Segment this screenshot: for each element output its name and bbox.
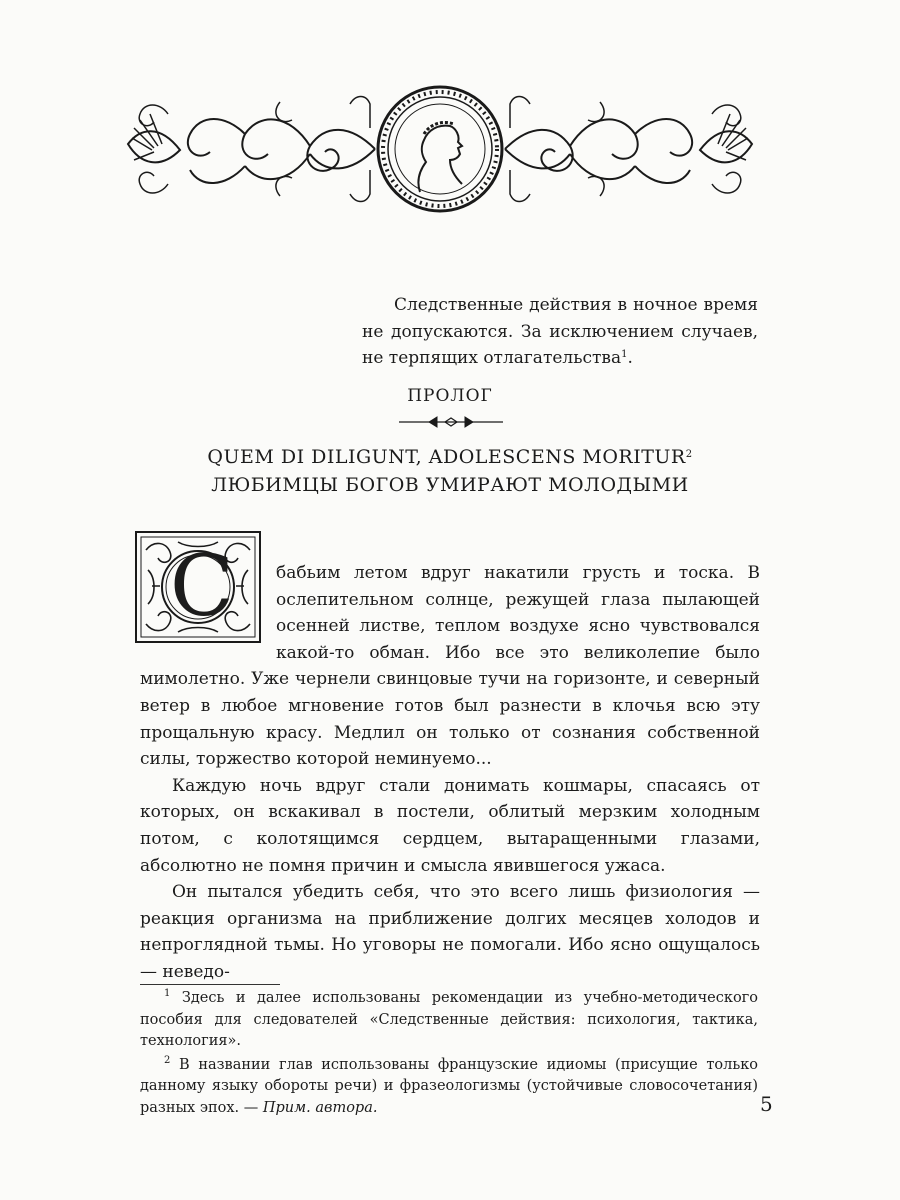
footnote-1: $^1$ Здесь и далее использованы рекомендации из учебно-методического пособия для следователей «Следственные действия: психология, тактика, технология». xyxy=(140,988,759,1049)
footnote-separator xyxy=(140,984,280,985)
header-ornament xyxy=(120,84,760,214)
prolog-divider-ornament xyxy=(399,415,503,429)
footnote-ref-2[interactable]: 2 xyxy=(685,449,693,460)
dropcap-initial xyxy=(134,530,262,644)
footnote-2: $^2$ В названии глав использованы французские идиомы (присущие только данному языку обороты речи) и фразеологизмы (устойчивые словосочетания) разных эпох. — Прим. автора. xyxy=(140,1054,759,1116)
dropcap-letter: С xyxy=(169,537,235,635)
page-number: 5 xyxy=(760,1092,773,1116)
paragraph: Каждую ночь вдруг стали донимать кошмары, спасаясь от которых, он вскакивал в постели, облитый мерзким холодным потом, с колотящимся сердцем, вытаращенными глазами, абсолютно не помня причин и смысла явившегося ужаса. xyxy=(140,775,760,876)
chapter-title-russian: ЛЮБИМЦЫ БОГОВ УМИРАЮТ МОЛОДЫМИ xyxy=(211,474,689,496)
author-note: Прим. автора. xyxy=(262,1099,378,1116)
body-text xyxy=(140,537,760,986)
paragraph: Он пытался убедить себя, что это всего лишь физиология — реакция организма на приближение долгих месяцев холодов и непроглядной тьмы. Но уговоры не помогали. Ибо ясно ощущалось — неведо- xyxy=(140,882,760,982)
chapter-title-latin: QUEM DI DILIGUNT, ADOLESCENS MORITUR$^2$ xyxy=(207,446,693,468)
prolog-heading: ПРОЛОГ xyxy=(407,386,493,406)
paragraph: С бабьим летом вдруг накатили грусть и тоска. В ослепительном солнце, режущей глаза пылающей осенней листве, теплом воздухе ясно чувствовался какой-то обман. Ибо все это великолепие было мимолетно. Уже чернели свинцовые тучи на горизонте, и северный ветер в любое мгновение готов был разнести в клочья всю эту прощальную красу. Медлил он только от сознания собственной силы, торжество которой неминуемо... xyxy=(140,560,760,773)
footnote-ref-1[interactable]: 1 xyxy=(621,349,628,360)
epigraph: Следственные действия в ночное время не допускаются. За исключением случаев, не терпящих отлагательства$^1$. xyxy=(362,295,758,368)
epigraph-text: Следственные действия в ночное время не допускаются. За исключением случаев, не терпящих отлагательства xyxy=(362,295,758,368)
footnotes xyxy=(140,988,758,1121)
